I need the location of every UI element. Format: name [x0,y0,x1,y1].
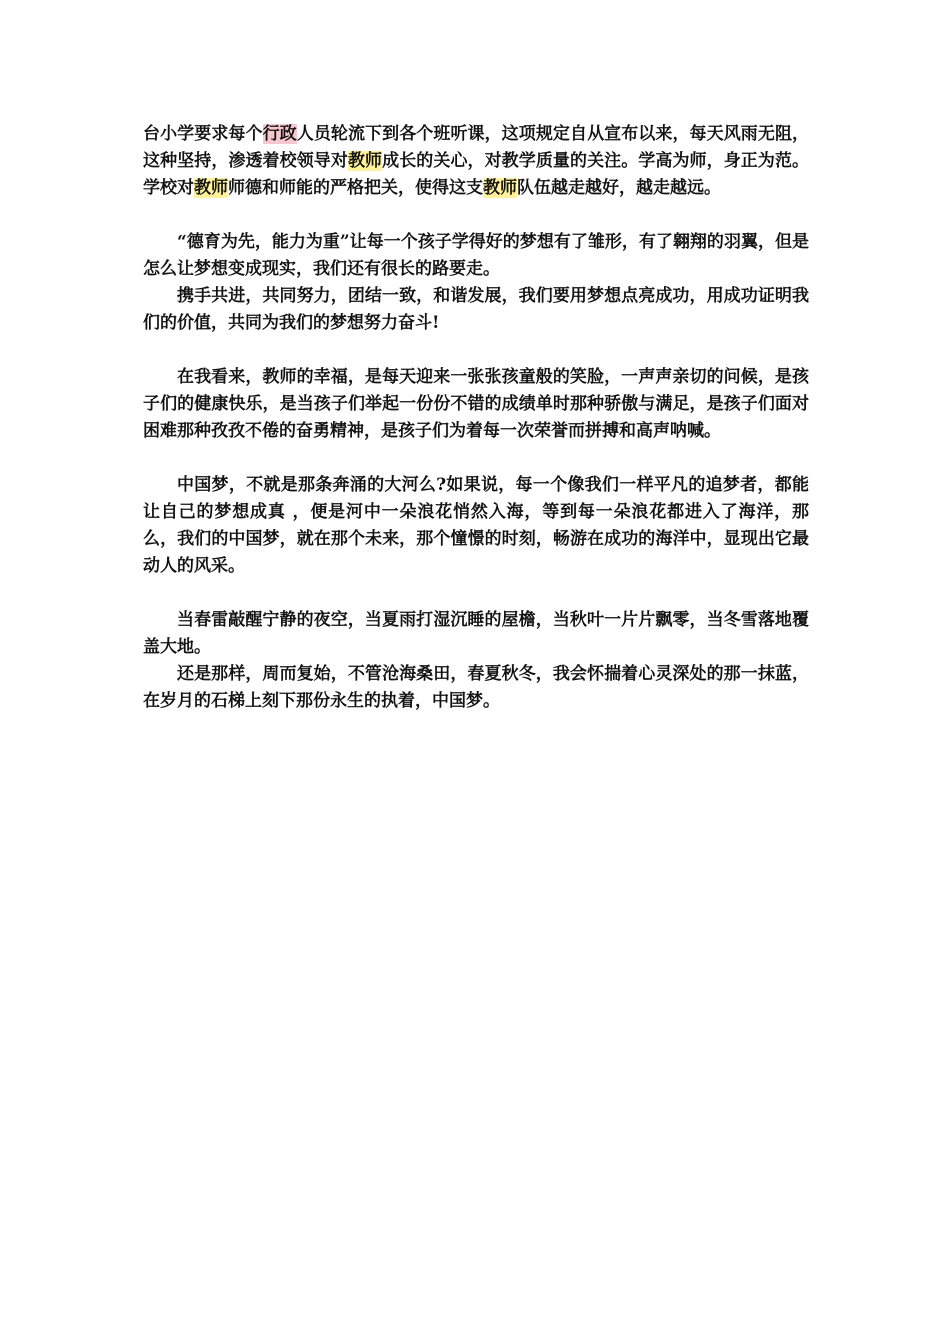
text-run: 台小学要求每个 [143,124,263,144]
text-run: 师德和师能的严格把关，使得这支 [228,178,483,198]
text-run: 队伍越走越好，越走越远。 [517,178,721,198]
paragraph-5: 中国梦，不就是那条奔涌的大河么?如果说，每一个像我们一样平凡的追梦者，都能让自己的梦想成真 ，便是河中一朵浪花悄然入海，等到每一朵浪花都进入了海洋，那么，我们的中国梦，就在那个未来，那个憧憬的时刻，畅游在成功的海洋中，显现出它最动人的风采。 [143,475,809,576]
paragraph-3: 携手共进，共同努力，团结一致，和谐发展，我们要用梦想点亮成功，用成功证明我们的价值，共同为我们的梦想努力奋斗! [143,286,809,333]
text-run: 人员轮流下到各个班听课，这项规定自从宣布以来，每天风雨无阻，这种坚持，渗透着校领导对 [143,124,810,171]
paragraph-2: “德育为先，能力为重”让每一个孩子学得好的梦想有了雏形，有了翱翔的羽翼，但是怎么让梦想变成现实，我们还有很长的路要走。 [143,232,809,279]
highlighted-term: 行政 [262,124,297,144]
paragraph-gap [143,580,809,607]
paragraph-7: 还是那样，周而复始，不管沧海桑田，春夏秋冬，我会怀揣着心灵深处的那一抹蓝，在岁月的石梯上刻下那份永生的执着，中国梦。 [143,664,809,711]
paragraph-gap [143,337,809,364]
paragraph-6: 当春雷敲醒宁静的夜空，当夏雨打湿沉睡的屋檐，当秋叶一片片飘零，当冬雪落地覆盖大地。 [143,610,809,657]
highlighted-term: 教师 [483,178,517,198]
paragraph-gap [143,202,809,229]
document-body [143,121,809,715]
highlighted-term: 教师 [347,151,383,171]
paragraph-4: 在我看来，教师的幸福，是每天迎来一张张孩童般的笑脸，一声声亲切的问候，是孩子们的健康快乐，是当孩子们举起一份份不错的成绩单时那种骄傲与满足，是孩子们面对困难那种孜孜不倦的奋勇精神，是孩子们为着每一次荣誉而拼搏和高声呐喊。 [143,367,809,441]
paragraph-1 [143,121,809,202]
text-run: 成长的关心，对教学质量的关注。学高为师，身正为范。学校对 [143,151,810,198]
highlighted-term: 教师 [194,178,228,198]
paragraph-gap [143,445,809,472]
